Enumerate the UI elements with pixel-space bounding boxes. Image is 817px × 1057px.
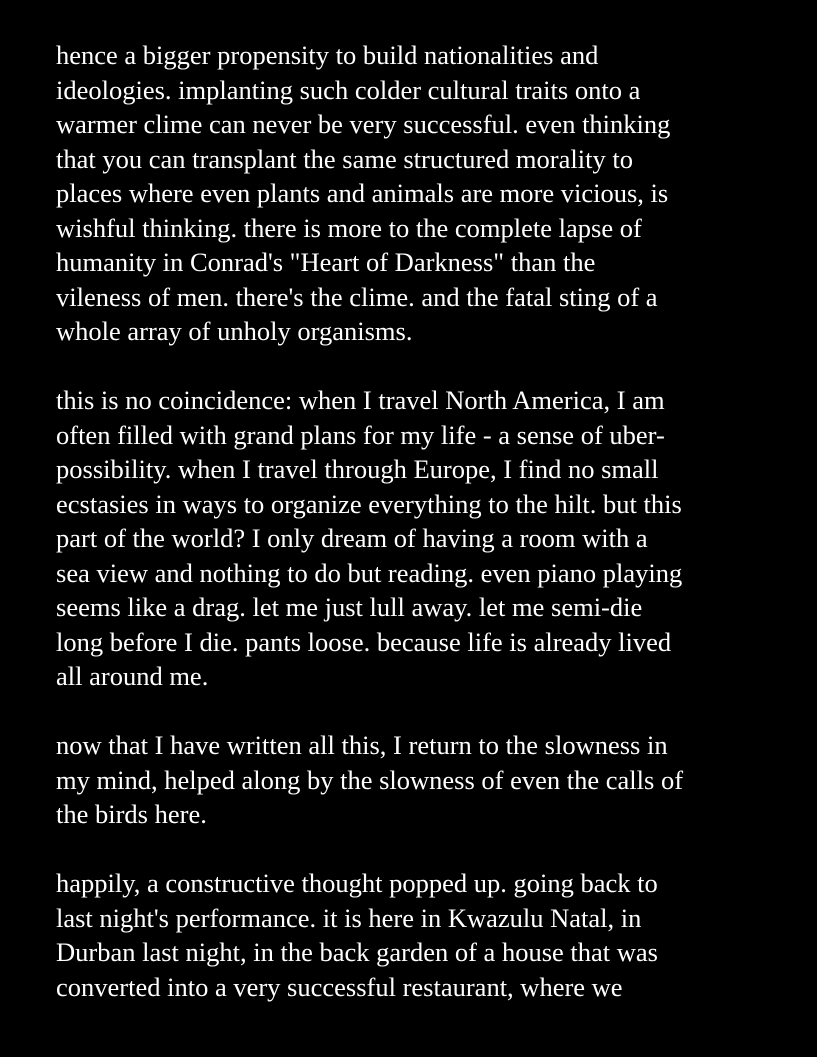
text-line: last night's performance. it is here in Kwazulu Natal, in: [56, 902, 642, 933]
paragraph-4: [56, 866, 796, 1004]
text-line: my mind, helped along by the slowness of even the calls of: [56, 764, 684, 795]
text-line: vileness of men. there's the clime. and the fatal sting of a: [56, 281, 658, 312]
paragraph-2: [56, 383, 796, 694]
text-line: Durban last night, in the back garden of a house that was: [56, 937, 658, 967]
text-line: warmer clime can never be very successful. even thinking: [56, 109, 671, 139]
text-line: sea view and nothing to do but reading. even piano playing: [56, 557, 683, 588]
text-line: ideologies. implanting such colder cultural traits onto a: [56, 74, 641, 105]
text-line: all around me.: [56, 661, 209, 691]
text-line: now that I have written all this, I return to the slowness in: [56, 730, 668, 760]
paragraph-1: [56, 38, 796, 349]
text-line: seems like a drag. let me just lull away. let me semi-die: [56, 592, 643, 622]
text-line: ecstasies in ways to organize everything to the hilt. but this: [56, 488, 682, 519]
text-line: long before I die. pants loose. because life is already lived: [56, 626, 672, 657]
text-line: that you can transplant the same structured morality to: [56, 143, 633, 174]
text-line: often filled with grand plans for my life - a sense of uber-: [56, 419, 665, 450]
text-line: humanity in Conrad's "Heart of Darkness" than the: [56, 247, 596, 277]
text-line: hence a bigger propensity to build nationalities and: [56, 40, 599, 70]
text-line: part of the world? I only dream of having a room with a: [56, 523, 648, 553]
text-line: happily, a constructive thought popped up. going back to: [56, 868, 658, 898]
text-line: possibility. when I travel through Europe, I find no small: [56, 454, 659, 484]
text-line: whole array of unholy organisms.: [56, 316, 413, 346]
text-line: places where even plants and animals are more vicious, is: [56, 178, 669, 208]
text-line: this is no coincidence: when I travel North America, I am: [56, 385, 665, 415]
paragraph-3: [56, 728, 796, 832]
text-line: the birds here.: [56, 799, 207, 829]
text-line: converted into a very successful restaurant, where we: [56, 971, 623, 1002]
document-text: [56, 38, 796, 1039]
text-line: wishful thinking. there is more to the complete lapse of: [56, 212, 642, 243]
